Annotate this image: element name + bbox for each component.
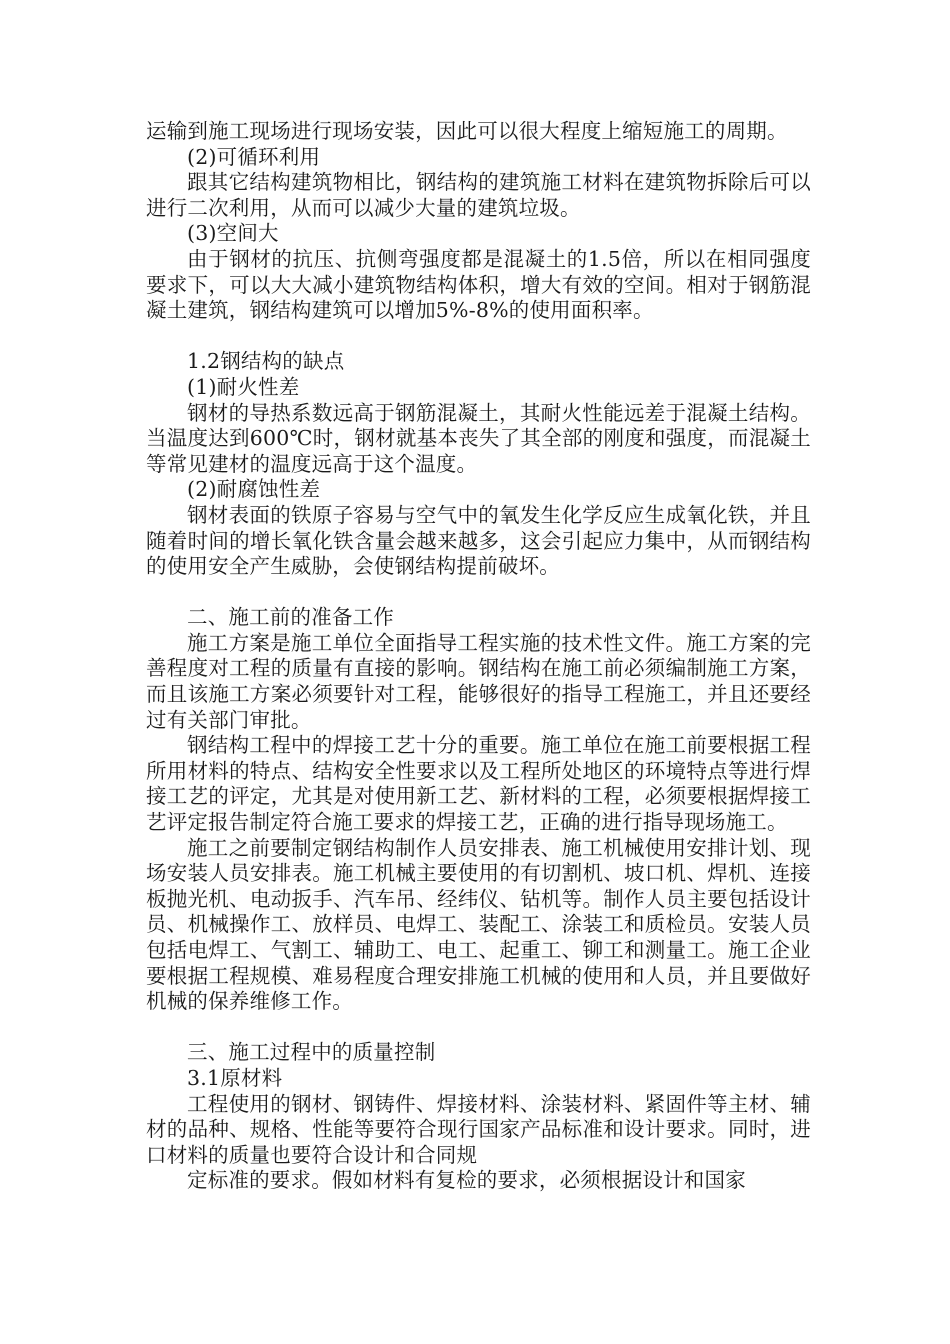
paragraph: (2)耐腐蚀性差 <box>187 477 321 502</box>
paragraph: 钢材表面的铁原子容易与空气中的氧发生化学反应生成氧化铁，并且随着时间的增长氧化铁含量会越来越多，这会引起应力集中，从而钢结构的使用安全产生威胁，会使钢结构提前破坏。 <box>146 502 811 579</box>
paragraph: 钢材的导热系数远高于钢筋混凝土，其耐火性能远差于混凝土结构。当温度达到600℃时，钢材就基本丧失了其全部的刚度和强度，而混凝土等常见建材的温度远高于这个温度。 <box>146 400 811 476</box>
paragraph: 运输到施工现场进行现场安装，因此可以很大程度上缩短施工的周期。 <box>146 119 788 143</box>
paragraph: 钢结构工程中的焊接工艺十分的重要。施工单位在施工前要根据工程所用材料的特点、结构安全性要求以及工程所处地区的环境特点等进行焊接工艺的评定，尤其是对使用新工艺、新材料的工程，必须要根据焊接工艺评定报告制定符合施工要求的焊接工艺，正确的进行指导现场施工。 <box>146 733 811 835</box>
paragraph-gap <box>146 1015 811 1041</box>
paragraph: 施工方案是施工单位全面指导工程实施的技术性文件。施工方案的完善程度对工程的质量有直接的影响。钢结构在施工前必须编制施工方案，而且该施工方案必须要针对工程，能够很好的指导工程施工，并且还要经过有关部门审批。 <box>146 630 811 732</box>
paragraph: (1)耐火性差 <box>187 374 300 399</box>
paragraph: 由于钢材的抗压、抗侧弯强度都是混凝土的1.5倍，所以在相同强度要求下，可以大大减小建筑物结构体积，增大有效的空间。相对于钢筋混凝土建筑，钢结构建筑可以增加5%-8%的使用面积率。 <box>146 246 811 323</box>
paragraph: 3.1原材料 <box>187 1065 283 1090</box>
paragraph: (2)可循环利用 <box>187 144 321 169</box>
paragraph-gap <box>146 324 811 350</box>
paragraph: 工程使用的钢材、钢铸件、焊接材料、涂装材料、紧固件等主材、辅材的品种、规格、性能等要符合现行国家产品标准和设计要求。同时，进口材料的质量也要符合设计和合同规 <box>146 1091 811 1167</box>
paragraph-gap <box>146 580 811 606</box>
document-body <box>146 119 811 1194</box>
paragraph: 施工之前要制定钢结构制作人员安排表、施工机械使用安排计划、现场安装人员安排表。施工机械主要使用的有切割机、坡口机、焊机、连接板抛光机、电动扳手、汽车吊、经纬仪、钻机等。制作人员主要包括设计员、机械操作工、放样员、电焊工、装配工、涂装工和质检员。安装人员包括电焊工、气割工、辅助工、电工、起重工、铆工和测量工。施工企业要根据工程规模、难易程度合理安排施工机械的使用和人员，并且要做好机械的保养维修工作。 <box>146 835 811 1014</box>
paragraph: 跟其它结构建筑物相比，钢结构的建筑施工材料在建筑物拆除后可以进行二次利用，从而可以减少大量的建筑垃圾。 <box>146 170 811 220</box>
paragraph: 三、施工过程中的质量控制 <box>187 1040 436 1065</box>
paragraph: 1.2钢结构的缺点 <box>187 349 345 374</box>
paragraph: 定标准的要求。假如材料有复检的要求，必须根据设计和国家 <box>187 1168 746 1193</box>
paragraph: (3)空间大 <box>187 221 279 246</box>
paragraph: 二、施工前的准备工作 <box>187 605 394 630</box>
